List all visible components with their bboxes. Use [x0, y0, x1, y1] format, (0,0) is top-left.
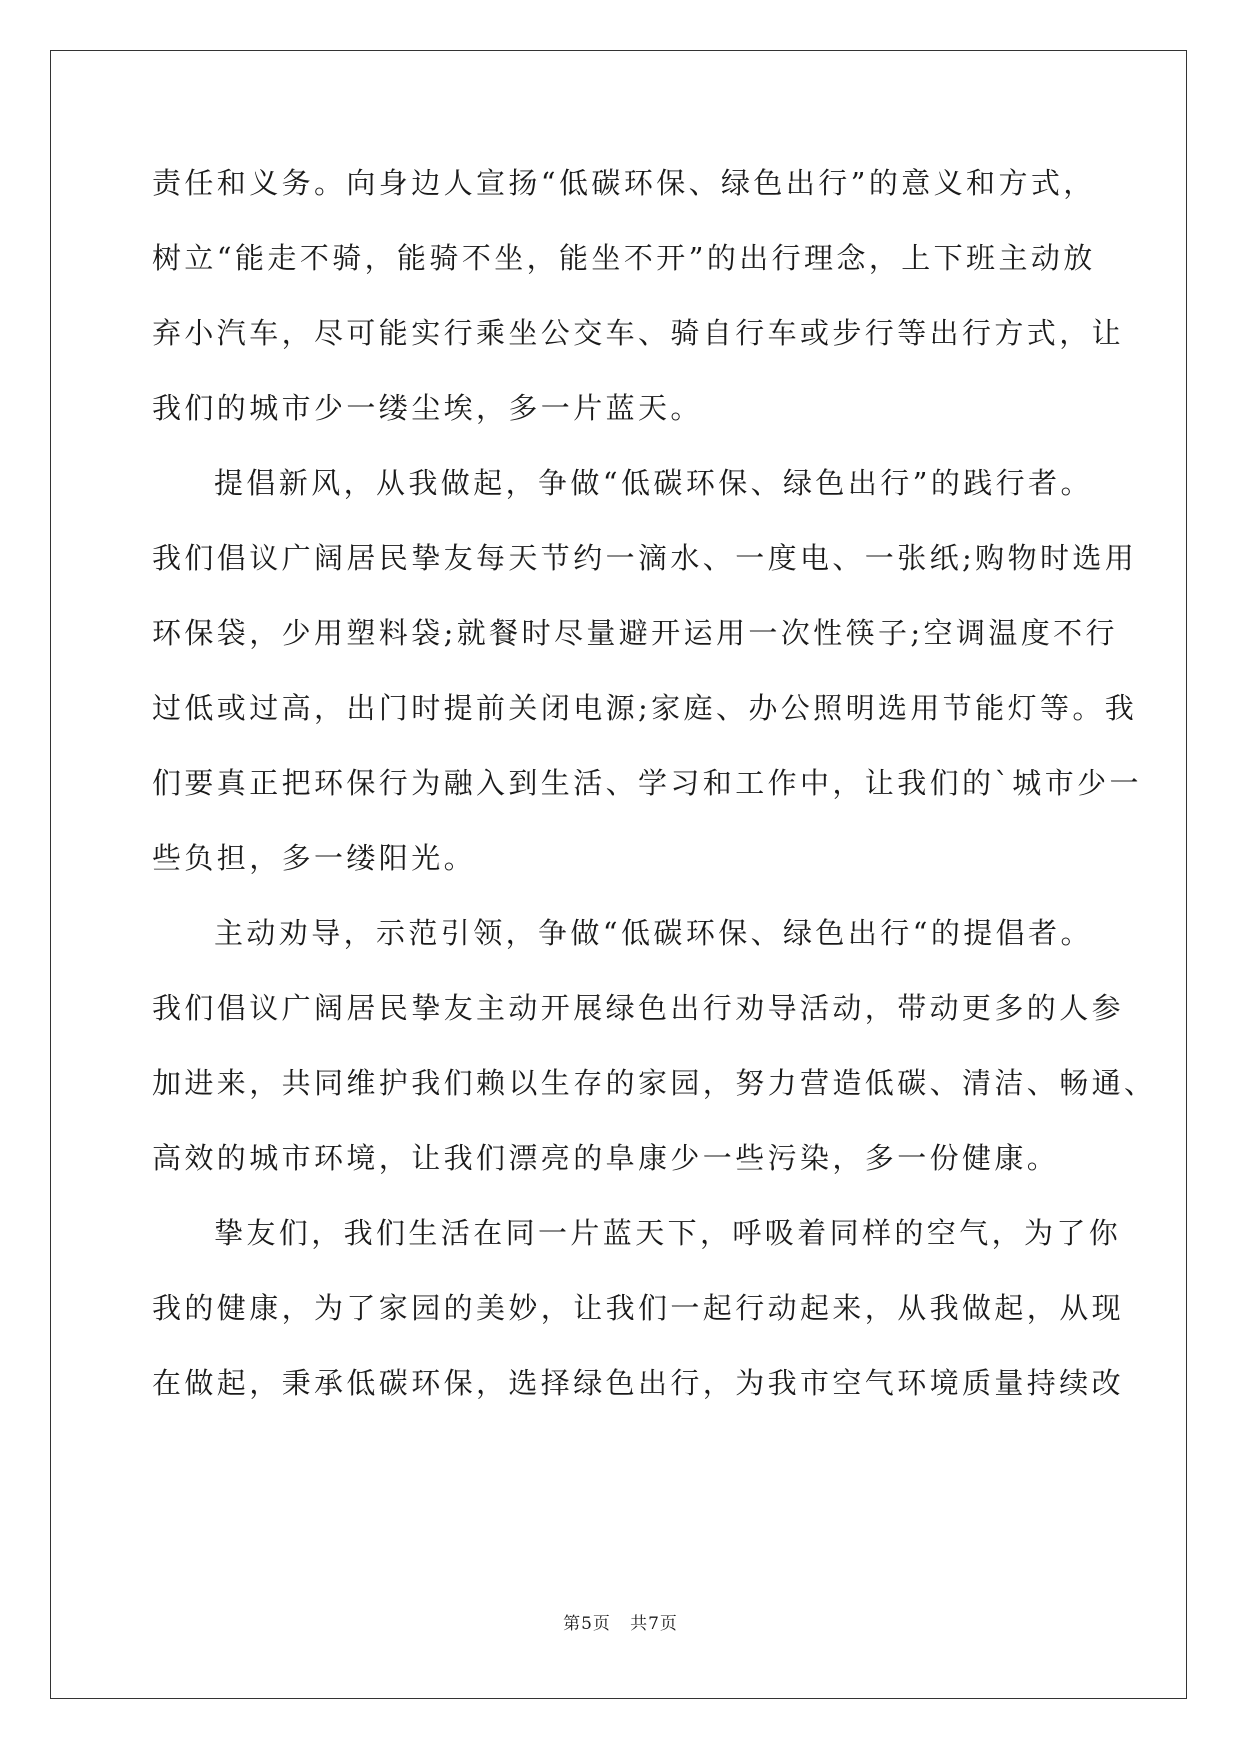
body-line: 们要真正把环保行为融入到生活、学习和工作中，让我们的`城市少一 — [152, 766, 1142, 800]
body-line: 责任和义务。向身边人宣扬“低碳环保、绿色出行”的意义和方式， — [152, 166, 1096, 200]
body-line: 弃小汽车，尽可能实行乘坐公交车、骑自行车或步行等出行方式，让 — [152, 316, 1125, 350]
paragraph-first-line: 提倡新风，从我做起，争做“低碳环保、绿色出行”的践行者。 — [214, 466, 1093, 500]
body-line: 我们倡议广阔居民挚友每天节约一滴水、一度电、一张纸;购物时选用 — [152, 541, 1138, 575]
body-line: 过低或过高，出门时提前关闭电源;家庭、办公照明选用节能灯等。我 — [152, 691, 1138, 725]
body-line: 环保袋，少用塑料袋;就餐时尽量避开运用一次性筷子;空调温度不行 — [152, 616, 1118, 650]
body-line: 树立“能走不骑，能骑不坐，能坐不开”的出行理念，上下班主动放 — [152, 241, 1096, 275]
body-line: 加进来，共同维护我们赖以生存的家园，努力营造低碳、清洁、畅通、 — [152, 1066, 1157, 1100]
body-line: 我的健康，为了家园的美妙，让我们一起行动起来，从我做起，从现 — [152, 1291, 1125, 1325]
body-line: 在做起，秉承低碳环保，选择绿色出行，为我市空气环境质量持续改 — [152, 1366, 1125, 1400]
paragraph-first-line: 挚友们，我们生活在同一片蓝天下，呼吸着同样的空气，为了你 — [214, 1216, 1122, 1250]
body-line: 高效的城市环境，让我们漂亮的阜康少一些污染，多一份健康。 — [152, 1141, 1060, 1175]
page-number-footer: 第5页 共7页 — [563, 1614, 678, 1634]
body-line: 我们的城市少一缕尘埃，多一片蓝天。 — [152, 391, 703, 425]
paragraph-first-line: 主动劝导，示范引领，争做“低碳环保、绿色出行“的提倡者。 — [214, 916, 1093, 950]
body-line: 我们倡议广阔居民挚友主动开展绿色出行劝导活动，带动更多的人参 — [152, 991, 1125, 1025]
body-line: 些负担，多一缕阳光。 — [152, 841, 477, 875]
